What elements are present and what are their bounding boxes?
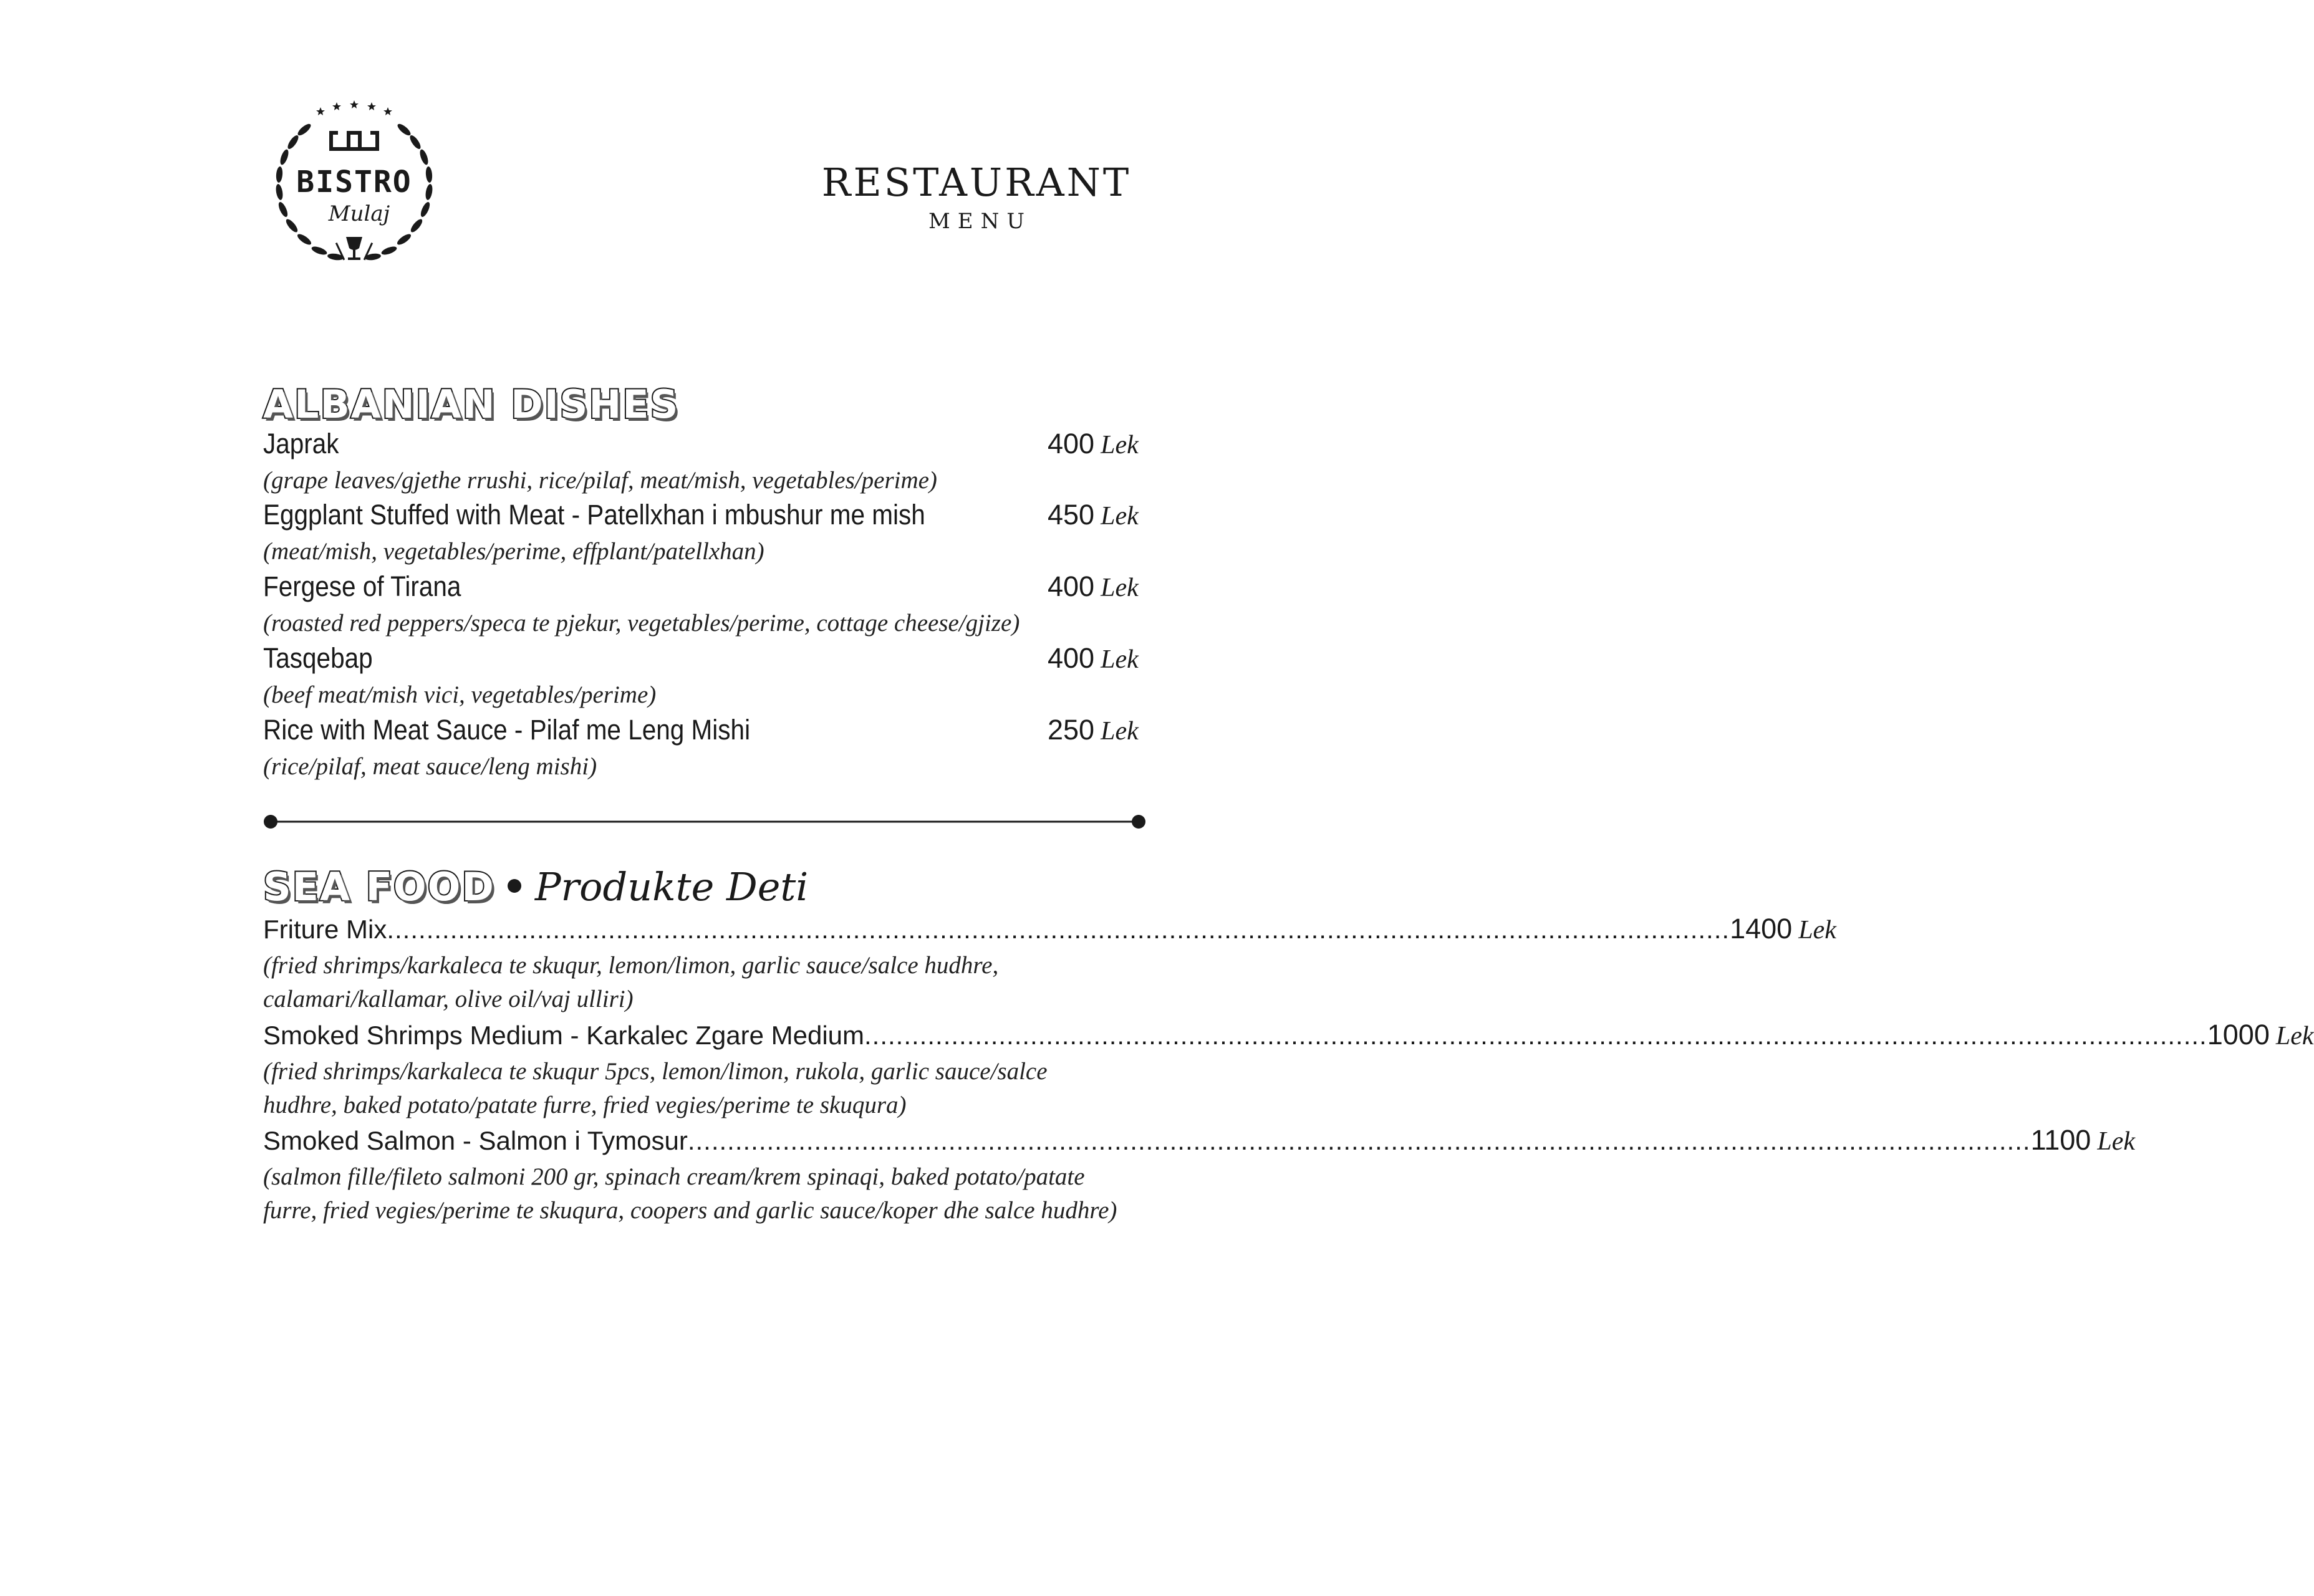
item-description: (roasted red peppers/speca te pjekur, vegetables/perime, cottage cheese/gjize) [263, 610, 1020, 637]
dot-leader: .......................................................................................................................................................................... [864, 1021, 2207, 1050]
menu-item [263, 499, 1149, 569]
menu-item [263, 428, 1149, 498]
item-description-line: (salmon fille/fileto salmoni 200 gr, spinach cream/krem spinaqi, baked potato/patate [263, 1163, 1085, 1190]
item-price: 1400 [1730, 913, 1793, 945]
item-currency: Lek [1101, 502, 1139, 531]
item-name: Smoked Shrimps Medium - Karkalec Zgare Medium [263, 1021, 864, 1050]
item-price-block [1048, 428, 1139, 460]
item-price-block [1048, 642, 1139, 675]
item-description-line: (fried shrimps/karkaleca te skuqur 5pcs, lemon/limon, rukola, garlic sauce/salce [263, 1058, 1048, 1085]
item-name: Eggplant Stuffed with Meat - Patellxhan i mbushur me mish [263, 499, 925, 531]
dot-leader: .......................................................................................................................................................................... [687, 1126, 2031, 1155]
castle-icon [329, 131, 379, 151]
laurel-wreath-icon [261, 99, 448, 279]
dot-icon [264, 815, 277, 829]
item-price: 400 [1048, 642, 1095, 674]
item-price-block [1048, 714, 1139, 746]
menu-item [263, 570, 1149, 640]
item-price: 450 [1048, 499, 1095, 531]
section-divider [263, 812, 1146, 831]
item-description-line: furre, fried vegies/perime te skuqura, coopers and garlic sauce/koper dhe salce hudhre) [263, 1197, 1117, 1224]
item-price: 400 [1048, 428, 1095, 459]
section-title-albanian: ALBANIAN DISHES [263, 382, 680, 427]
item-description: (meat/mish, vegetables/perime, effplant/patellxhan) [263, 538, 764, 565]
logo-name: BISTRO [296, 165, 412, 200]
item-name: Smoked Salmon - Salmon i Tymosur [263, 1126, 688, 1155]
item-name: Rice with Meat Sauce - Pilaf me Leng Mishi [263, 714, 751, 746]
item-price: 1100 [2030, 1124, 2091, 1156]
item-currency: Lek [1101, 574, 1139, 602]
item-currency: Lek [2275, 1022, 2314, 1050]
item-name: Tasqebap [263, 642, 373, 674]
item-currency: Lek [1101, 645, 1139, 674]
section-title-seafood-text: SEA FOOD [263, 864, 495, 910]
menu-item [263, 913, 1836, 1016]
item-name: Fergese of Tirana [263, 570, 461, 602]
menu-item [263, 1019, 2314, 1122]
item-currency: Lek [1101, 717, 1139, 746]
item-currency: Lek [1101, 431, 1139, 459]
item-description-line: hudhre, baked potato/patate furre, fried vegies/perime te skuqura) [263, 1092, 907, 1118]
section-title-seafood [263, 864, 809, 910]
item-price: 1000 [2207, 1019, 2270, 1050]
item-price: 250 [1048, 714, 1095, 746]
header-title: RESTAURANT [821, 160, 1132, 205]
menu-header [808, 160, 1145, 234]
menu-item [263, 642, 1149, 712]
item-price-block [1048, 570, 1139, 603]
item-description-line: (fried shrimps/karkaleca te skuqur, lemon/limon, garlic sauce/salce hudhre, [263, 952, 999, 979]
item-name: Friture Mix [263, 915, 387, 944]
dot-leader: .......................................................................................................................................................................... [387, 915, 1730, 944]
item-currency: Lek [2097, 1127, 2135, 1156]
item-description: (grape leaves/gjethe rrushi, rice/pilaf, meat/mish, vegetables/perime) [263, 467, 937, 494]
item-description-line: calamari/kallamar, olive oil/vaj ulliri) [263, 986, 634, 1012]
dot-icon [1132, 815, 1145, 829]
logo-script: Mulaj [328, 201, 390, 226]
item-price-block [1048, 499, 1139, 531]
item-currency: Lek [1798, 916, 1836, 945]
item-name: Japrak [263, 428, 339, 459]
header-subtitle: MENU [928, 209, 1033, 234]
menu-item [263, 1124, 2135, 1228]
bullet-icon [508, 879, 521, 893]
menu-item [263, 714, 1149, 784]
item-description: (rice/pilaf, meat sauce/leng mishi) [263, 753, 597, 780]
bistro-logo [261, 99, 448, 279]
section-subtitle-seafood: Produkte Deti [534, 864, 809, 910]
star-icon [316, 100, 392, 115]
item-price: 400 [1048, 570, 1095, 602]
item-description: (beef meat/mish vici, vegetables/perime) [263, 681, 657, 708]
